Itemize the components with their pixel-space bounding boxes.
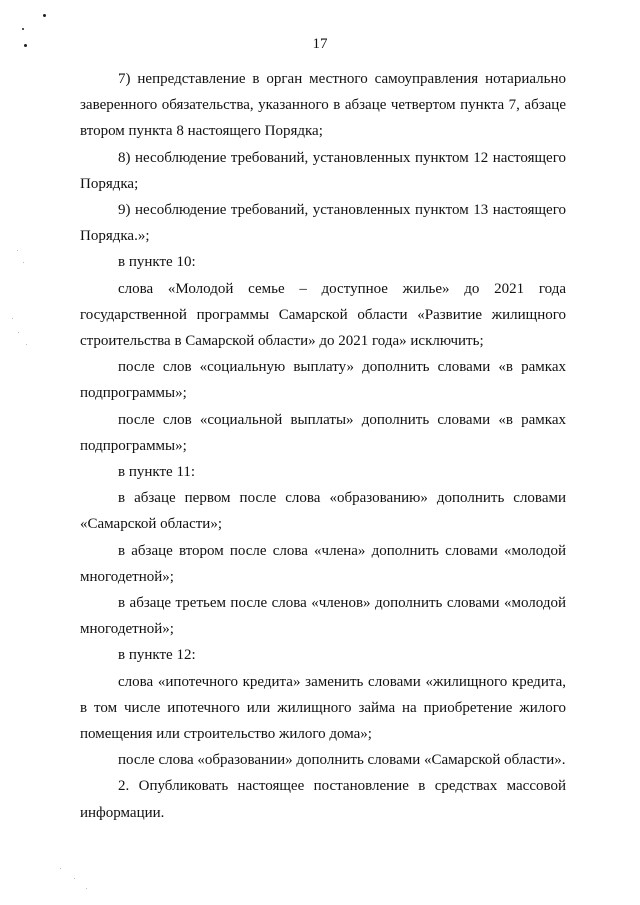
scan-speck bbox=[18, 332, 19, 333]
paragraph: после слов «социальную выплату» дополнить словами «в рамках подпрограммы»; bbox=[80, 359, 566, 402]
paragraph: в пункте 11: bbox=[118, 464, 196, 481]
paragraph: слова «ипотечного кредита» заменить словами «жилищного кредита, в том числе ипотечного или жилищного займа на приобретение жилого помещения или строительство жилого дома»; bbox=[80, 673, 566, 743]
scan-speck bbox=[86, 888, 87, 889]
paragraph: в пункте 10: bbox=[118, 254, 196, 271]
paragraph: в абзаце втором после слова «члена» дополнить словами «молодой многодетной»; bbox=[80, 542, 566, 585]
scan-speck bbox=[26, 344, 27, 345]
paragraph: в пункте 12: bbox=[118, 647, 196, 664]
paragraph: 8) несоблюдение требований, установленных пунктом 12 настоящего Порядка; bbox=[80, 149, 566, 192]
scan-speck bbox=[74, 878, 75, 879]
scan-speck bbox=[60, 868, 61, 869]
scan-speck bbox=[17, 250, 18, 251]
scan-speck bbox=[23, 262, 24, 263]
scan-mark bbox=[22, 28, 24, 30]
paragraph: 7) непредставление в орган местного самоуправления нотариально заверенного обязательства, указанного в абзаце четвертом пункта 7, абзаце втором пункта 8 настоящего Порядка; bbox=[80, 71, 566, 140]
page-number: 17 bbox=[312, 36, 328, 52]
paragraph: после слова «образовании» дополнить словами «Самарской области». bbox=[118, 752, 566, 769]
paragraph: после слов «социальной выплаты» дополнить словами «в рамках подпрограммы»; bbox=[80, 411, 566, 454]
paragraph: 9) несоблюдение требований, установленных пунктом 13 настоящего Порядка.»; bbox=[80, 202, 566, 245]
paragraph: в абзаце первом после слова «образованию» дополнить словами «Самарской области»; bbox=[80, 490, 566, 533]
scan-speck bbox=[12, 318, 13, 319]
scan-mark bbox=[43, 14, 46, 17]
document-body bbox=[80, 66, 566, 826]
paragraph: слова «Молодой семье – доступное жилье» до 2021 года государственной программы Самарской области «Развитие жилищного строительства в Самарской области» до 2021 года» исключить; bbox=[80, 280, 566, 350]
paragraph: в абзаце третьем после слова «членов» дополнить словами «молодой многодетной»; bbox=[80, 595, 566, 638]
paragraph: 2. Опубликовать настоящее постановление в средствах массовой информации. bbox=[80, 778, 566, 821]
